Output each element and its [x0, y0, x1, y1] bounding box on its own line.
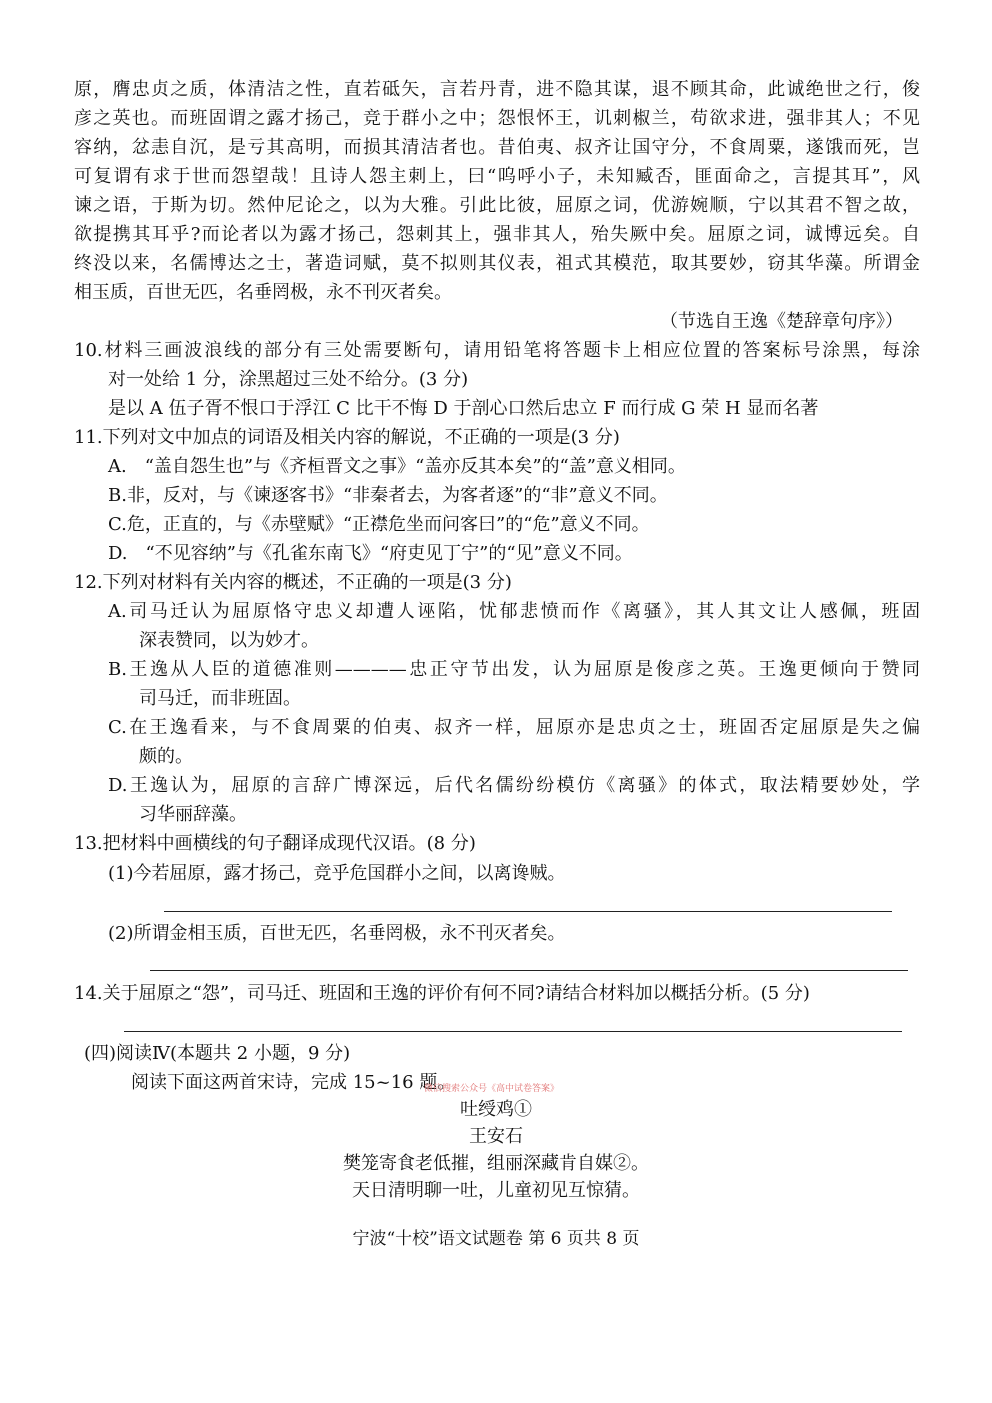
q12-option-d-line1: D.王逸认为，屈原的言辞广博深远，后代名儒纷纷模仿《离骚》的体式，取法精要妙处，学	[108, 775, 920, 796]
poem-line-1: 樊笼寄食老低摧，组丽深藏肯自媒②。	[343, 1153, 649, 1174]
passage-line-2: 彦之英也。而班固谓之露才扬己，竞于群小之中；怨恨怀王，讥刺椒兰，苟欲求进，强非其人；不见	[74, 108, 920, 129]
passage-line-1: 原，膺忠贞之质，体清洁之性，直若砥矢，言若丹青，进不隐其谋，退不顾其命，此诚绝世之行，俊	[74, 79, 920, 100]
q10-stem-line1: 10.材料三画波浪线的部分有三处需要断句，请用铅笔将答题卡上相应位置的答案标号涂黑，每涂	[74, 340, 920, 361]
q12-option-b-line1: B.王逸从人臣的道德准则————忠正守节出发，认为屈原是俊彦之英。王逸更倾向于赞同	[108, 659, 920, 680]
passage-last-line: 相玉质，百世无匹，名垂罔极，永不刊灭者矣。	[74, 282, 452, 303]
q13-sentence-2: (2)所谓金相玉质，百世无匹，名垂罔极，永不刊灭者矣。	[108, 923, 566, 944]
q12-option-a-line2: 深表赞同，以为妙才。	[139, 630, 319, 651]
q10-options: 是以 A 伍子胥不恨口于浮江 C 比干不悔 D 于剖心口然后忠立 F 而行成 G 荣 H 显而名著	[108, 398, 819, 419]
q13-answer-line-1[interactable]	[164, 911, 892, 912]
poem-author: 王安石	[469, 1126, 523, 1147]
passage-line-4: 可复谓有求于世而怨望哉！且诗人怨主刺上，曰“呜呼小子，未知臧否，匪面命之，言提其耳”，风	[74, 166, 920, 187]
poem-title: 吐绶鸡①	[460, 1099, 532, 1120]
q11-option-c: C.危，正直的，与《赤壁赋》“正襟危坐而问客曰”的“危”意义不同。	[108, 514, 650, 535]
q11-stem: 11.下列对文中加点的词语及相关内容的解说，不正确的一项是(3 分)	[74, 427, 620, 448]
q11-option-a: A. “盖自怨生也”与《齐桓晋文之事》“盖亦反其本矣”的“盖”意义相同。	[108, 456, 686, 477]
q12-option-b-line2: 司马迁，而非班固。	[139, 688, 301, 709]
q12-stem: 12.下列对材料有关内容的概述，不正确的一项是(3 分)	[74, 572, 512, 593]
q12-option-c-line2: 颇的。	[139, 746, 193, 767]
passage-line-7: 终没以来，名儒博达之士，著造词赋，莫不拟则其仪表，祖式其模范，取其要妙，窃其华藻。所谓金	[74, 253, 920, 274]
q13-answer-line-2[interactable]	[150, 970, 908, 971]
passage-line-3: 容纳，忿恚自沉，是亏其高明，而损其清洁者也。昔伯夷、叔齐让国守分，不食周粟，遂饿而死，岂	[74, 137, 920, 158]
page-footer: 宁波“十校”语文试题卷 第 6 页共 8 页	[352, 1229, 640, 1249]
section4-heading: (四)阅读Ⅳ(本题共 2 小题，9 分)	[84, 1043, 351, 1064]
passage-line-6: 欲提携其耳乎?而论者以为露才扬己，怨刺其上，强非其人，殆失厥中矣。屈原之词，诚博远矣。自	[74, 224, 920, 245]
poem-line-2: 天日清明聊一吐，儿童初见互惊猜。	[352, 1180, 640, 1201]
q13-sentence-1: (1)今若屈原，露才扬己，竞乎危国群小之间，以离谗贼。	[108, 863, 566, 884]
q14-stem: 14.关于屈原之“怨”，司马迁、班固和王逸的评价有何不同?请结合材料加以概括分析。(5 分)	[74, 983, 810, 1004]
section4-intro: 阅读下面这两首宋诗，完成 15~16 题。	[131, 1072, 456, 1093]
passage-source: （节选自王逸《楚辞章句序》）	[660, 311, 903, 332]
q13-stem: 13.把材料中画横线的句子翻译成现代汉语。(8 分)	[74, 833, 476, 854]
watermark: 微信搜索公众号《高中试卷答案》	[424, 1084, 560, 1094]
passage-line-5: 谏之语，于斯为切。然仲尼论之，以为大雅。引此比彼，屈原之词，优游婉顺，宁以其君不智之故，	[74, 195, 920, 216]
q12-option-d-line2: 习华丽辞藻。	[139, 804, 247, 825]
q11-option-b: B.非，反对，与《谏逐客书》“非秦者去，为客者逐”的“非”意义不同。	[108, 485, 668, 506]
q10-stem-line2: 对一处给 1 分，涂黑超过三处不给分。(3 分)	[108, 369, 469, 390]
q14-answer-line[interactable]	[124, 1031, 902, 1032]
q11-option-d: D. “不见容纳”与《孔雀东南飞》“府吏见丁宁”的“见”意义不同。	[108, 543, 633, 564]
q12-option-a-line1: A.司马迁认为屈原恪守忠义却遭人诬陷，忧郁悲愤而作《离骚》，其人其文让人感佩，班固	[108, 601, 920, 622]
q12-option-c-line1: C.在王逸看来，与不食周粟的伯夷、叔齐一样，屈原亦是忠贞之士，班固否定屈原是失之偏	[108, 717, 920, 738]
